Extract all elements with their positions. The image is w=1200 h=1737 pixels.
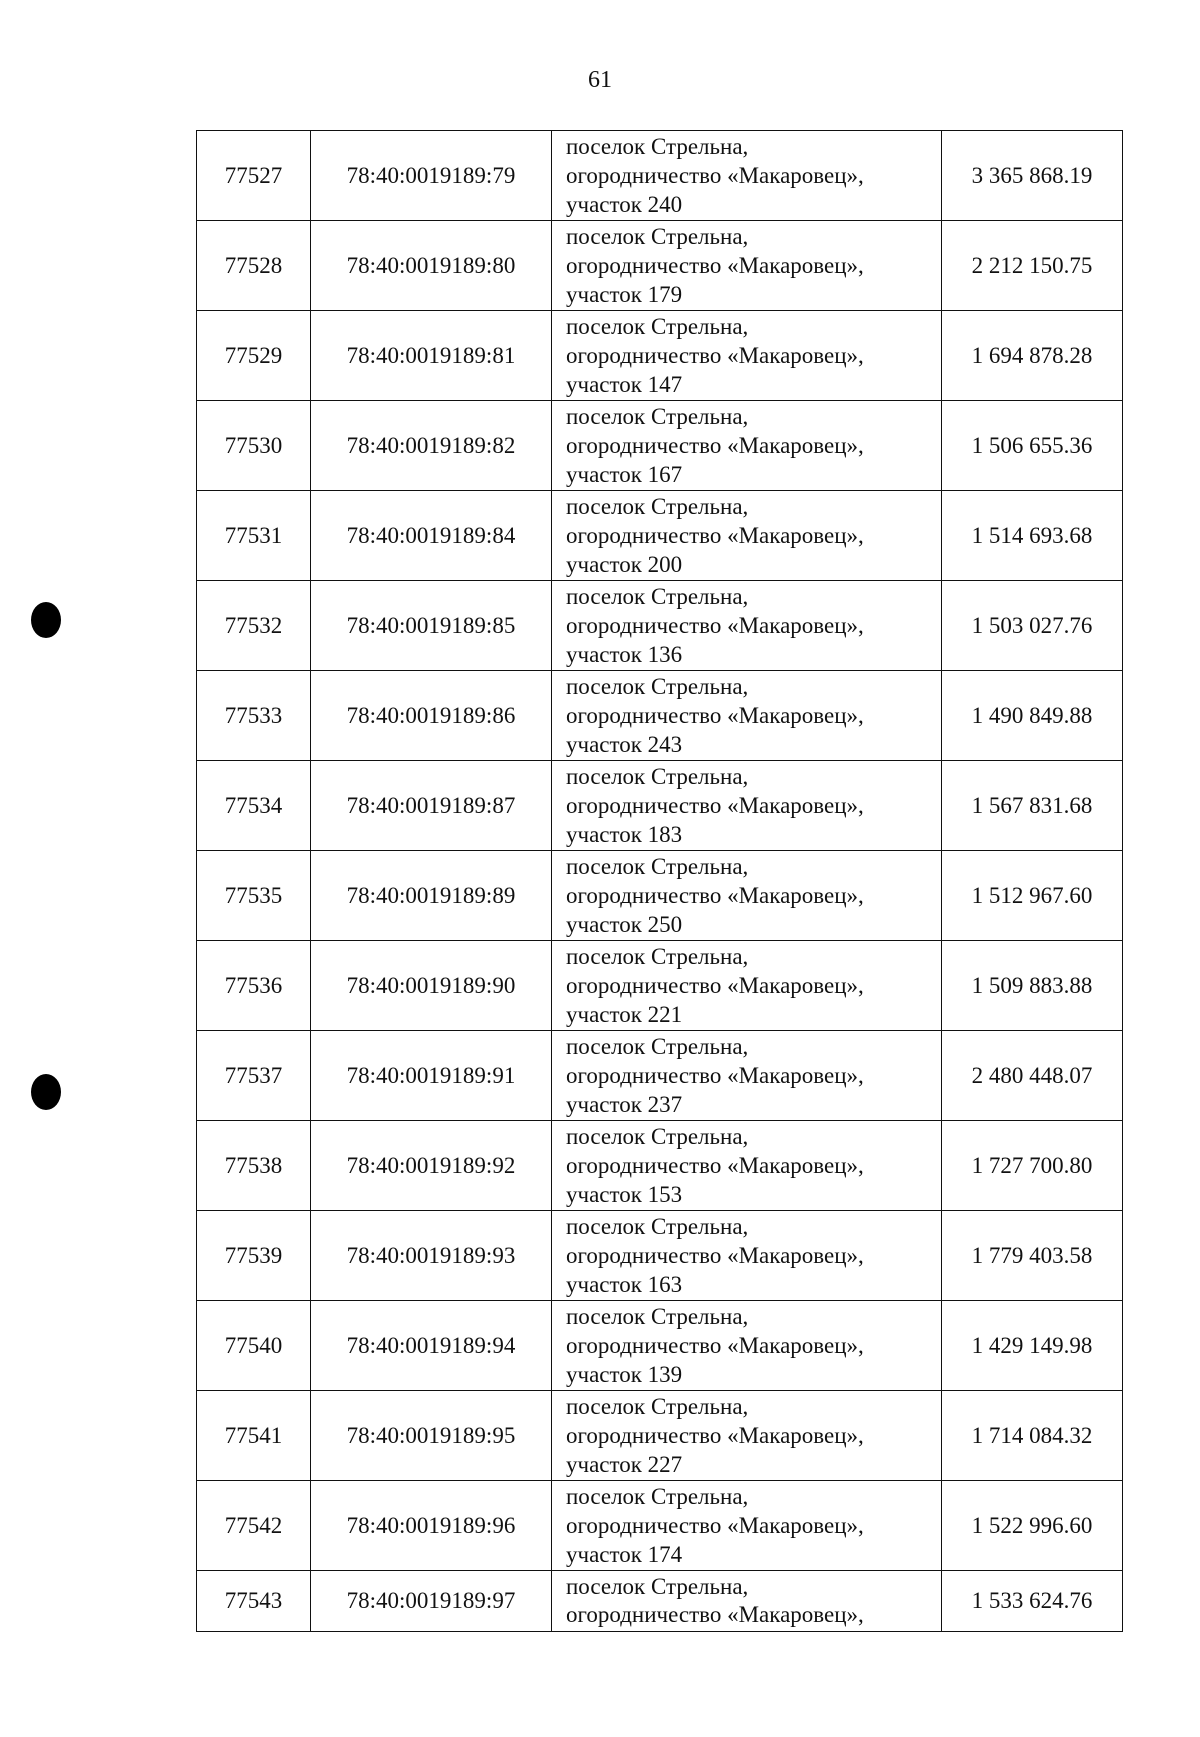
row-number: 77537	[197, 1031, 311, 1121]
address-line: поселок Стрельна,	[566, 134, 749, 159]
cadastral-number: 78:40:0019189:90	[311, 941, 552, 1031]
address-line: поселок Стрельна,	[566, 1124, 749, 1149]
address-line: поселок Стрельна,	[566, 584, 749, 609]
table-row	[197, 221, 1123, 311]
row-number: 77533	[197, 671, 311, 761]
address-line: поселок Стрельна,	[566, 224, 749, 249]
row-number: 77528	[197, 221, 311, 311]
cadastral-value: 1 503 027.76	[942, 581, 1123, 671]
table-row	[197, 491, 1123, 581]
address-line: участок 240	[566, 192, 683, 217]
address-cell	[552, 581, 942, 671]
cadastral-number: 78:40:0019189:96	[311, 1481, 552, 1571]
address-line: участок 136	[566, 642, 683, 667]
address-cell	[552, 1391, 942, 1481]
address-line: поселок Стрельна,	[566, 944, 749, 969]
cadastral-value: 1 512 967.60	[942, 851, 1123, 941]
cadastral-number: 78:40:0019189:86	[311, 671, 552, 761]
row-number: 77527	[197, 131, 311, 221]
address-line: огородничество «Макаровец»,	[566, 1063, 864, 1088]
address-line: огородничество «Макаровец»,	[566, 1423, 864, 1448]
table-row	[197, 1301, 1123, 1391]
address-line: огородничество «Макаровец»,	[566, 613, 864, 638]
page-number: 61	[588, 67, 612, 93]
cadastral-number: 78:40:0019189:93	[311, 1211, 552, 1301]
address-line: огородничество «Макаровец»,	[566, 1243, 864, 1268]
address-line: поселок Стрельна,	[566, 1304, 749, 1329]
row-number: 77538	[197, 1121, 311, 1211]
row-number: 77543	[197, 1571, 311, 1632]
cadastral-value: 1 694 878.28	[942, 311, 1123, 401]
address-line: участок 147	[566, 372, 683, 397]
cadastral-value: 1 429 149.98	[942, 1301, 1123, 1391]
row-number: 77535	[197, 851, 311, 941]
address-cell	[552, 671, 942, 761]
cadastral-value: 2 480 448.07	[942, 1031, 1123, 1121]
address-line: поселок Стрельна,	[566, 1484, 749, 1509]
cadastral-number: 78:40:0019189:81	[311, 311, 552, 401]
address-cell	[552, 761, 942, 851]
address-line: огородничество «Макаровец»,	[566, 1602, 864, 1627]
row-number: 77539	[197, 1211, 311, 1301]
address-line: участок 153	[566, 1182, 683, 1207]
row-number: 77534	[197, 761, 311, 851]
address-cell	[552, 311, 942, 401]
cadastral-number: 78:40:0019189:95	[311, 1391, 552, 1481]
table-row	[197, 1211, 1123, 1301]
address-cell	[552, 1571, 942, 1632]
address-line: участок 200	[566, 552, 683, 577]
cadastral-number: 78:40:0019189:82	[311, 401, 552, 491]
address-cell	[552, 131, 942, 221]
row-number: 77532	[197, 581, 311, 671]
address-line: поселок Стрельна,	[566, 764, 749, 789]
row-number: 77531	[197, 491, 311, 581]
row-number: 77540	[197, 1301, 311, 1391]
cadastral-value: 1 509 883.88	[942, 941, 1123, 1031]
cadastral-value: 1 533 624.76	[942, 1571, 1123, 1632]
table-row	[197, 1391, 1123, 1481]
address-line: участок 179	[566, 282, 683, 307]
table-row	[197, 1121, 1123, 1211]
cadastral-number: 78:40:0019189:87	[311, 761, 552, 851]
address-line: огородничество «Макаровец»,	[566, 343, 864, 368]
binder-hole-mark	[31, 602, 61, 638]
cadastral-value: 1 522 996.60	[942, 1481, 1123, 1571]
address-line: поселок Стрельна,	[566, 674, 749, 699]
address-cell	[552, 941, 942, 1031]
table-row	[197, 671, 1123, 761]
address-line: поселок Стрельна,	[566, 1394, 749, 1419]
address-line: участок 183	[566, 822, 683, 847]
address-line: огородничество «Макаровец»,	[566, 253, 864, 278]
cadastral-number: 78:40:0019189:80	[311, 221, 552, 311]
address-line: поселок Стрельна,	[566, 404, 749, 429]
cadastral-number: 78:40:0019189:84	[311, 491, 552, 581]
cadastral-number: 78:40:0019189:94	[311, 1301, 552, 1391]
table-row	[197, 1571, 1123, 1632]
address-cell	[552, 221, 942, 311]
address-line: огородничество «Макаровец»,	[566, 163, 864, 188]
row-number: 77541	[197, 1391, 311, 1481]
address-line: огородничество «Макаровец»,	[566, 883, 864, 908]
cadastral-value: 1 567 831.68	[942, 761, 1123, 851]
address-cell	[552, 491, 942, 581]
address-line: участок 174	[566, 1542, 683, 1567]
table-row	[197, 311, 1123, 401]
cadastral-value: 1 514 693.68	[942, 491, 1123, 581]
cadastral-value: 1 490 849.88	[942, 671, 1123, 761]
table-row	[197, 581, 1123, 671]
registry-table	[196, 130, 1123, 1632]
binder-hole-mark	[31, 1074, 61, 1110]
address-line: участок 167	[566, 462, 683, 487]
address-line: участок 163	[566, 1272, 683, 1297]
address-line: огородничество «Макаровец»,	[566, 1153, 864, 1178]
address-cell	[552, 1481, 942, 1571]
address-line: участок 221	[566, 1002, 683, 1027]
table-row	[197, 1481, 1123, 1571]
cadastral-value: 1 506 655.36	[942, 401, 1123, 491]
address-cell	[552, 1121, 942, 1211]
address-cell	[552, 1031, 942, 1121]
address-line: огородничество «Макаровец»,	[566, 973, 864, 998]
cadastral-value: 1 727 700.80	[942, 1121, 1123, 1211]
row-number: 77529	[197, 311, 311, 401]
registry-table-body	[197, 131, 1123, 1632]
table-row	[197, 401, 1123, 491]
address-line: поселок Стрельна,	[566, 314, 749, 339]
address-line: поселок Стрельна,	[566, 854, 749, 879]
address-line: участок 237	[566, 1092, 683, 1117]
address-line: огородничество «Макаровец»,	[566, 1333, 864, 1358]
table-row	[197, 851, 1123, 941]
address-line: поселок Стрельна,	[566, 1034, 749, 1059]
row-number: 77542	[197, 1481, 311, 1571]
row-number: 77530	[197, 401, 311, 491]
cadastral-number: 78:40:0019189:85	[311, 581, 552, 671]
cadastral-value: 1 779 403.58	[942, 1211, 1123, 1301]
address-line: поселок Стрельна,	[566, 494, 749, 519]
address-line: участок 139	[566, 1362, 683, 1387]
table-row	[197, 941, 1123, 1031]
cadastral-number: 78:40:0019189:89	[311, 851, 552, 941]
address-line: огородничество «Макаровец»,	[566, 523, 864, 548]
cadastral-number: 78:40:0019189:97	[311, 1571, 552, 1632]
table-row	[197, 761, 1123, 851]
address-line: огородничество «Макаровец»,	[566, 433, 864, 458]
cadastral-number: 78:40:0019189:92	[311, 1121, 552, 1211]
address-line: огородничество «Макаровец»,	[566, 703, 864, 728]
address-cell	[552, 851, 942, 941]
address-line: участок 227	[566, 1452, 683, 1477]
address-cell	[552, 1211, 942, 1301]
address-cell	[552, 1301, 942, 1391]
cadastral-value: 2 212 150.75	[942, 221, 1123, 311]
cadastral-number: 78:40:0019189:79	[311, 131, 552, 221]
table-row	[197, 131, 1123, 221]
table-row	[197, 1031, 1123, 1121]
address-cell	[552, 401, 942, 491]
cadastral-value: 3 365 868.19	[942, 131, 1123, 221]
row-number: 77536	[197, 941, 311, 1031]
cadastral-number: 78:40:0019189:91	[311, 1031, 552, 1121]
address-line: поселок Стрельна,	[566, 1214, 749, 1239]
address-line: огородничество «Макаровец»,	[566, 1513, 864, 1538]
address-line: участок 243	[566, 732, 683, 757]
address-line: поселок Стрельна,	[566, 1574, 749, 1599]
cadastral-value: 1 714 084.32	[942, 1391, 1123, 1481]
address-line: огородничество «Макаровец»,	[566, 793, 864, 818]
address-line: участок 250	[566, 912, 683, 937]
